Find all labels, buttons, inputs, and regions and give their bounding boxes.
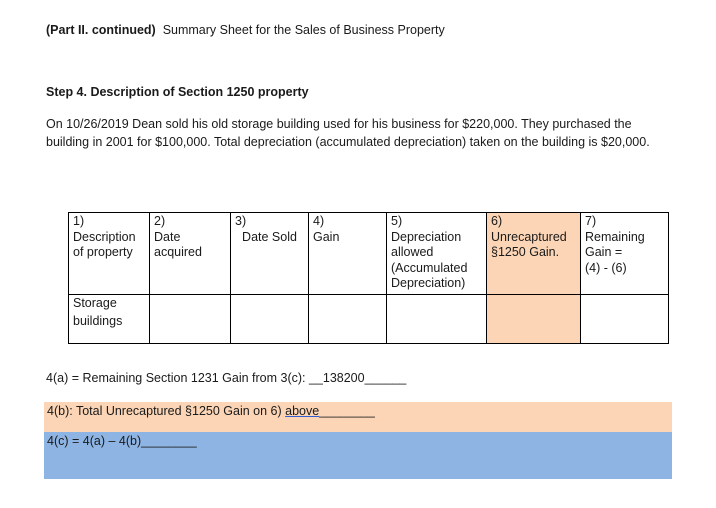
- header-cell-gain: 4) Gain: [309, 213, 387, 295]
- problem-paragraph: On 10/26/2019 Dean sold his old storage building used for his business for $220,000. They purchased the building in 2001 for $100,000. Total depreciation (accumulated depreciation) taken on the building is $20,000.: [46, 117, 650, 149]
- header-cell-remaining-gain: 7) Remaining Gain = (4) - (6): [581, 213, 669, 295]
- line-4c: 4(c) = 4(a) – 4(b)________: [47, 434, 197, 448]
- header-cell-date-sold: 3) Date Sold: [231, 213, 309, 295]
- line-4a: 4(a) = Remaining Section 1231 Gain from 3(c): __138200______: [46, 371, 407, 385]
- cell-gain[interactable]: [309, 294, 387, 343]
- cell-description: Storage buildings: [69, 294, 150, 343]
- header-cell-date-acquired: 2) Date acquired: [150, 213, 231, 295]
- cell-unrecaptured[interactable]: [487, 294, 581, 343]
- line-4b: 4(b): Total Unrecaptured §1250 Gain on 6) above________: [47, 404, 375, 418]
- above-reference: above: [285, 404, 320, 418]
- section-1250-table: [68, 212, 669, 344]
- header-cell-depreciation: 5) Depreciation allowed (Accumulated Depreciation): [387, 213, 487, 295]
- step-heading: Step 4. Description of Section 1250 property: [46, 85, 309, 99]
- table-header-row: [69, 213, 669, 295]
- header-cell-description: 1) Description of property: [69, 213, 150, 295]
- section-prefix: (Part II. continued): [46, 23, 156, 37]
- header-cell-unrecaptured: 6) Unrecaptured §1250 Gain.: [487, 213, 581, 295]
- section-title: [46, 23, 445, 37]
- cell-date-acquired[interactable]: [150, 294, 231, 343]
- cell-remaining-gain[interactable]: [581, 294, 669, 343]
- table-row: [69, 294, 669, 343]
- cell-date-sold[interactable]: [231, 294, 309, 343]
- cell-depreciation[interactable]: [387, 294, 487, 343]
- section-title-text: Summary Sheet for the Sales of Business Property: [162, 23, 445, 37]
